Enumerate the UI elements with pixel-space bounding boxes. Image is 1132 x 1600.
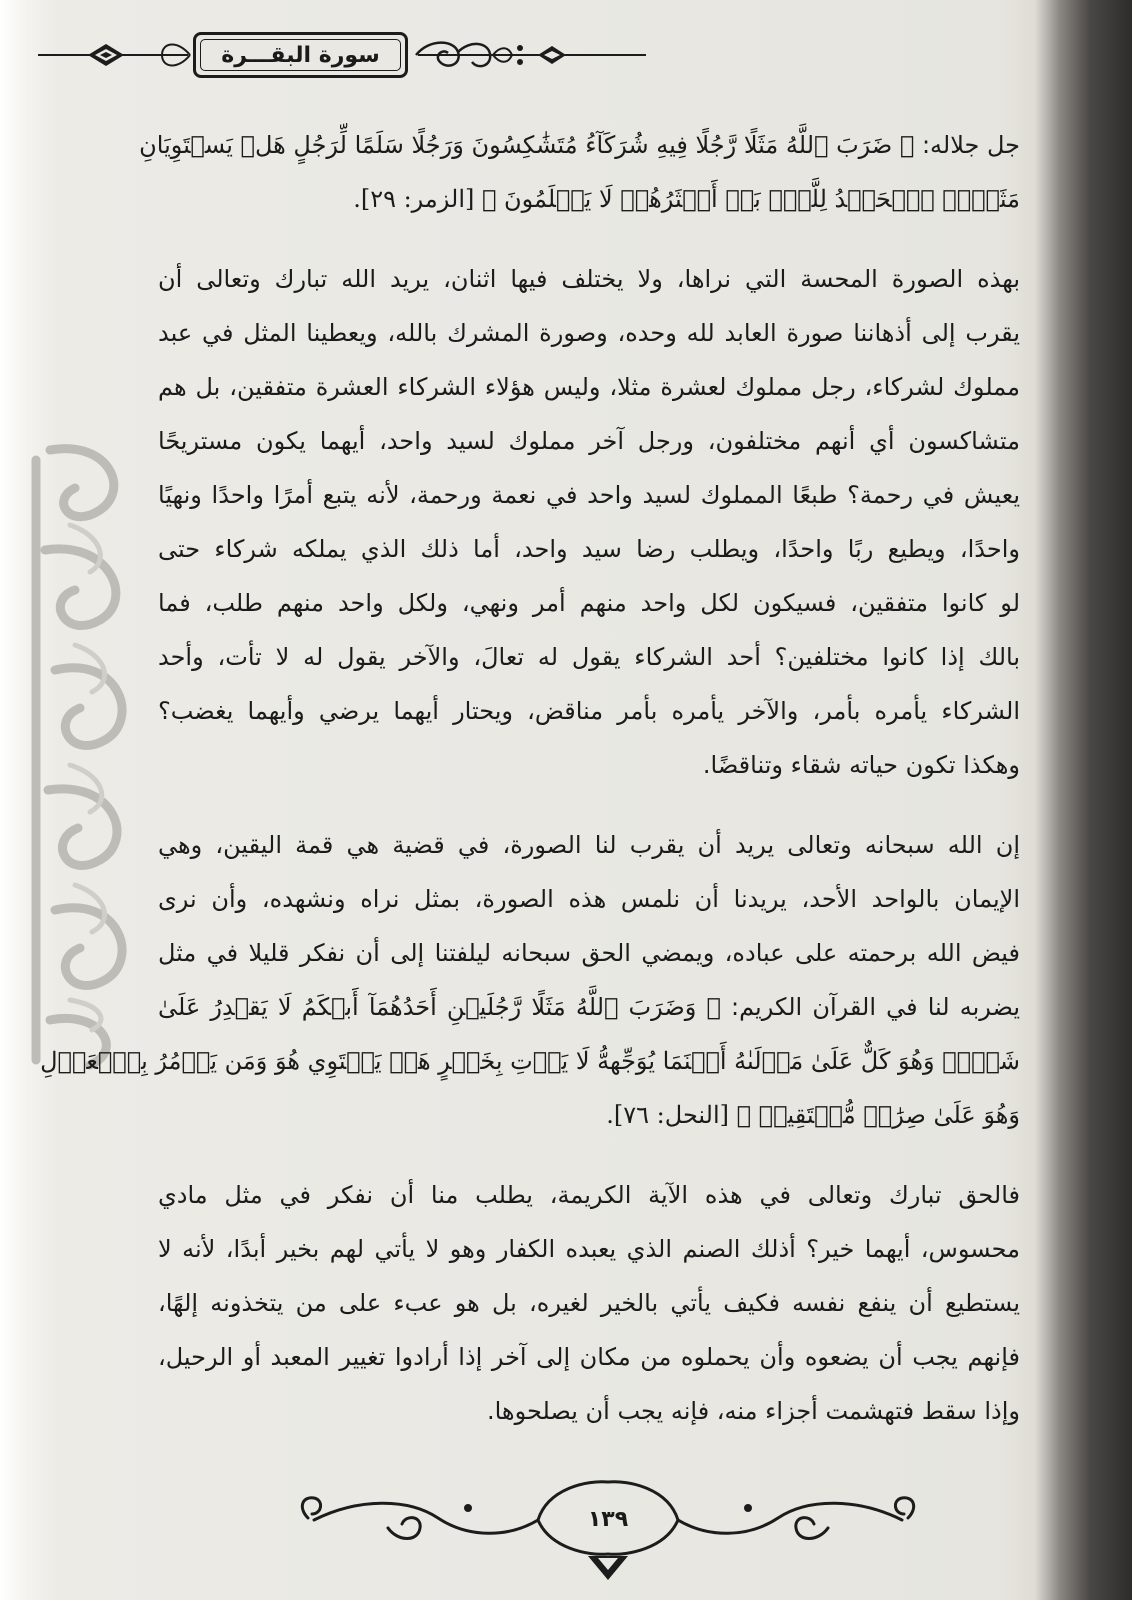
text-line: مَثَلًاۚ ٱلۡحَمۡدُ لِلَّهِۚ بَلۡ أَكۡثَرُهُمۡ لَا يَعۡلَمُونَ ﴾ [الزمر: ٢٩]. <box>353 185 1020 213</box>
text-line: شَيۡءٖ وَهُوَ كَلٌّ عَلَىٰ مَوۡلَىٰهُ أَيۡنَمَا يُوَجِّههُّ لَا يَأۡتِ بِخَيۡرٍ هَلۡ يَسۡتَوِي هُوَ وَمَن يَأۡمُرُ بِٱلۡعَدۡلِ <box>40 1047 1020 1075</box>
surah-title-frame <box>193 32 408 78</box>
text-line: يضربه لنا في القرآن الكريم: ﴿ وَضَرَبَ ٱللَّهُ مَثَلًا رَّجُلَيۡنِ أَحَدُهُمَآ أَبۡكَمُ لَا يَقۡدِرُ عَلَىٰ <box>158 993 1020 1021</box>
text-line: جل جلاله: ﴿ ضَرَبَ ٱللَّهُ مَثَلًا رَّجُلًا فِيهِ شُرَكَآءُ مُتَشَٰكِسُونَ وَرَجُلًا سَلَمًا لِّرَجُلٍ هَلۡ يَسۡتَوِيَانِ <box>139 131 1020 159</box>
text-line: الإيمان بالواحد الأحد، يريدنا أن نلمس هذه الصورة، بمثل نراه ونشهده، وأن نرى <box>158 885 1020 913</box>
side-ornament-graphic <box>30 440 142 1070</box>
footer-ornament <box>288 1468 928 1588</box>
paragraph <box>158 1168 1020 1438</box>
text-line: بالك إذا كانوا مختلفين؟ أحد الشركاء يقول له تعالَ، والآخر يقول له لا تأت، وأحد <box>158 643 1020 671</box>
paragraph <box>158 252 1020 792</box>
text-line: بهذه الصورة المحسة التي نراها، ولا يختلف فيها اثنان، يريد الله تبارك وتعالى أن <box>158 265 1020 293</box>
text-line: يستطيع أن ينفع نفسه فكيف يأتي بالخير لغيره، بل هو عبء على من يتخذونه إلهًا، <box>158 1289 1020 1317</box>
text-line: يعيش في رحمة؟ طبعًا المملوك لسيد واحد في نعمة ورحمة، لأنه يتبع أمرًا واحدًا ونهيًا <box>158 481 1020 509</box>
text-line: الشركاء يأمره بأمر، والآخر يأمره بأمر مناقض، ويحتار أيهما يرضي وأيهما يغضب؟ <box>158 697 1020 725</box>
text-line: لو كانوا متفقين، فسيكون لكل واحد منهم أمر ونهي، ولكل واحد منهم طلب، فما <box>158 589 1020 617</box>
text-line: مملوك لشركاء، رجل مملوك لعشرة مثلا، وليس هؤلاء الشركاء العشرة متفقين، بل هم <box>158 373 1020 401</box>
paragraph-intro-verse <box>139 118 1020 226</box>
paragraph <box>40 818 1020 1142</box>
main-text-block <box>40 118 1020 1438</box>
text-line: محسوس، أيهما خير؟ أذلك الصنم الذي يعبده الكفار وهو لا يأتي لهم بخير أبدًا، لأنه لا <box>158 1235 1020 1263</box>
surah-title-inner-frame <box>200 39 401 71</box>
text-line: وَهُوَ عَلَىٰ صِرَٰطٖ مُّسۡتَقِيمٖ ﴾ [النحل: ٧٦]. <box>606 1101 1020 1129</box>
text-line: واحدًا، ويطيع ربًا واحدًا، ويطلب رضا سيد واحد، أما ذلك الذي يملكه شركاء حتى <box>158 535 1020 563</box>
text-line: متشاكسون أي أنهم مختلفون، ورجل آخر مملوك لسيد واحد، أيهما يكون مستريحًا <box>158 427 1020 455</box>
text-line: فيض الله برحمته على عباده، ويمضي الحق سبحانه ليلفتنا إلى أن نفكر قليلا في مثل <box>158 939 1020 967</box>
text-line: إن الله سبحانه وتعالى يريد أن يقرب لنا الصورة، في قضية هي قمة اليقين، وهي <box>158 831 1020 859</box>
text-line: فإنهم يجب أن يضعوه وأن يحملوه من مكان إلى آخر إذا أرادوا تغيير المعبد أو الرحيل، <box>158 1343 1020 1371</box>
book-page <box>28 0 1060 1600</box>
surah-title: سورة البقـــرة <box>221 42 380 68</box>
text-line: وإذا سقط فتهشمت أجزاء منه، فإنه يجب أن يصلحوها. <box>486 1397 1020 1425</box>
text-line: وهكذا تكون حياته شقاء وتناقضًا. <box>702 751 1020 779</box>
header-ornament <box>38 18 678 88</box>
page-number: ١٣٩ <box>587 1507 629 1532</box>
text-line: يقرب إلى أذهاننا صورة العابد لله وحده، وصورة المشرك بالله، ويعطينا المثل في عبد <box>158 319 1020 347</box>
side-floral-ornament <box>30 440 142 1070</box>
text-line: فالحق تبارك وتعالى في هذه الآية الكريمة، يطلب منا أن نفكر في مثل مادي <box>158 1181 1020 1209</box>
